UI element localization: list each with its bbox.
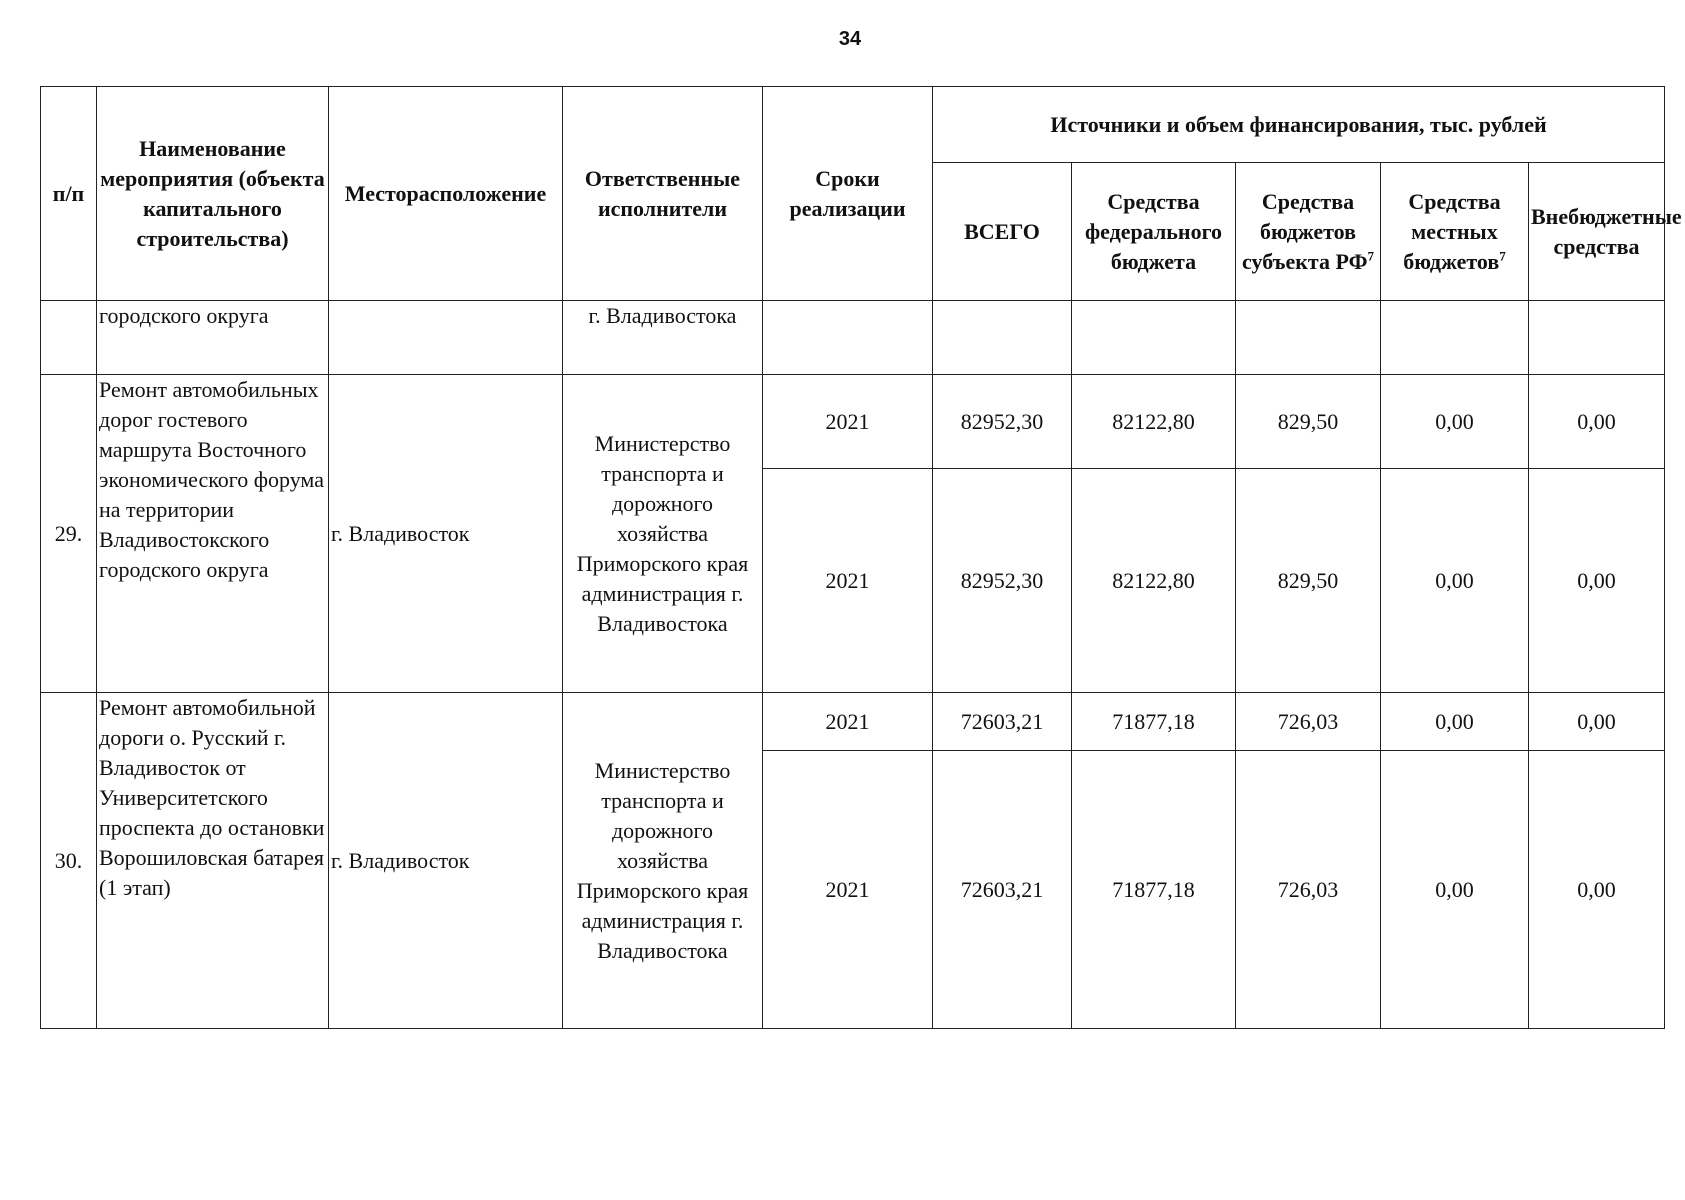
period-cell: 2021 <box>763 693 933 751</box>
local-cell: 0,00 <box>1381 693 1529 751</box>
project-num: 29. <box>41 375 97 693</box>
continuation-num <box>41 301 97 375</box>
subject-cell: 726,03 <box>1236 751 1381 1029</box>
extra-cell: 0,00 <box>1529 693 1665 751</box>
table-row <box>41 693 1665 751</box>
continuation-subject <box>1236 301 1381 375</box>
page-number: 34 <box>838 28 862 50</box>
total-cell: 72603,21 <box>933 751 1072 1029</box>
continuation-row <box>41 301 1665 375</box>
header-subject <box>1236 163 1381 301</box>
project-responsible: Министерство транспорта и дорожного хозяйства Приморского края администрация г. Владивостока <box>563 693 763 1029</box>
continuation-location <box>329 301 563 375</box>
period-cell: 2021 <box>763 469 933 693</box>
total-cell: 72603,21 <box>933 693 1072 751</box>
extra-cell: 0,00 <box>1529 751 1665 1029</box>
continuation-federal <box>1072 301 1236 375</box>
header-total: ВСЕГО <box>933 163 1072 301</box>
federal-cell: 82122,80 <box>1072 375 1236 469</box>
subject-cell: 726,03 <box>1236 693 1381 751</box>
federal-cell: 71877,18 <box>1072 751 1236 1029</box>
extra-cell: 0,00 <box>1529 375 1665 469</box>
header-row-1 <box>41 87 1665 163</box>
project-name: Ремонт автомобильной дороги о. Русский г. Владивосток от Университетского проспекта до остановки Ворошиловская батарея (1 этап) <box>97 693 329 1029</box>
period-cell: 2021 <box>763 375 933 469</box>
table-row <box>41 375 1665 469</box>
project-location: г. Владивосток <box>329 375 563 693</box>
federal-cell: 71877,18 <box>1072 693 1236 751</box>
continuation-period <box>763 301 933 375</box>
project-num: 30. <box>41 693 97 1029</box>
continuation-total <box>933 301 1072 375</box>
header-sources: Источники и объем финансирования, тыс. рублей <box>933 87 1665 163</box>
local-cell: 0,00 <box>1381 751 1529 1029</box>
header-period: Сроки реализации <box>763 87 933 301</box>
total-cell: 82952,30 <box>933 375 1072 469</box>
header-name: Наименование мероприятия (объекта капитального строительства) <box>97 87 329 301</box>
project-responsible: Министерство транспорта и дорожного хозяйства Приморского края администрация г. Владивостока <box>563 375 763 693</box>
header-local-label: Средства местных бюджетов <box>1403 188 1501 274</box>
project-name: Ремонт автомобильных дорог гостевого маршрута Восточного экономического форума на территории Владивостокского городского округа <box>97 375 329 693</box>
header-location: Месторасположение <box>329 87 563 301</box>
header-subject-footnote: 7 <box>1367 248 1374 264</box>
continuation-local <box>1381 301 1529 375</box>
period-cell: 2021 <box>763 751 933 1029</box>
financing-table <box>40 86 1682 1029</box>
header-subject-label: Средства бюджетов субъекта РФ <box>1242 188 1368 274</box>
header-local <box>1381 163 1529 301</box>
header-num: п/п <box>41 87 97 301</box>
header-responsible: Ответственные исполнители <box>563 87 763 301</box>
federal-cell: 82122,80 <box>1072 469 1236 693</box>
local-cell: 0,00 <box>1381 375 1529 469</box>
continuation-responsible: г. Владивостока <box>563 301 763 375</box>
header-extra: Внебюджетные средства <box>1529 163 1665 301</box>
continuation-name: городского округа <box>97 301 329 375</box>
header-federal: Средства федерального бюджета <box>1072 163 1236 301</box>
continuation-extra <box>1529 301 1665 375</box>
header-local-footnote: 7 <box>1499 248 1506 264</box>
project-location: г. Владивосток <box>329 693 563 1029</box>
subject-cell: 829,50 <box>1236 469 1381 693</box>
local-cell: 0,00 <box>1381 469 1529 693</box>
extra-cell: 0,00 <box>1529 469 1665 693</box>
total-cell: 82952,30 <box>933 469 1072 693</box>
subject-cell: 829,50 <box>1236 375 1381 469</box>
